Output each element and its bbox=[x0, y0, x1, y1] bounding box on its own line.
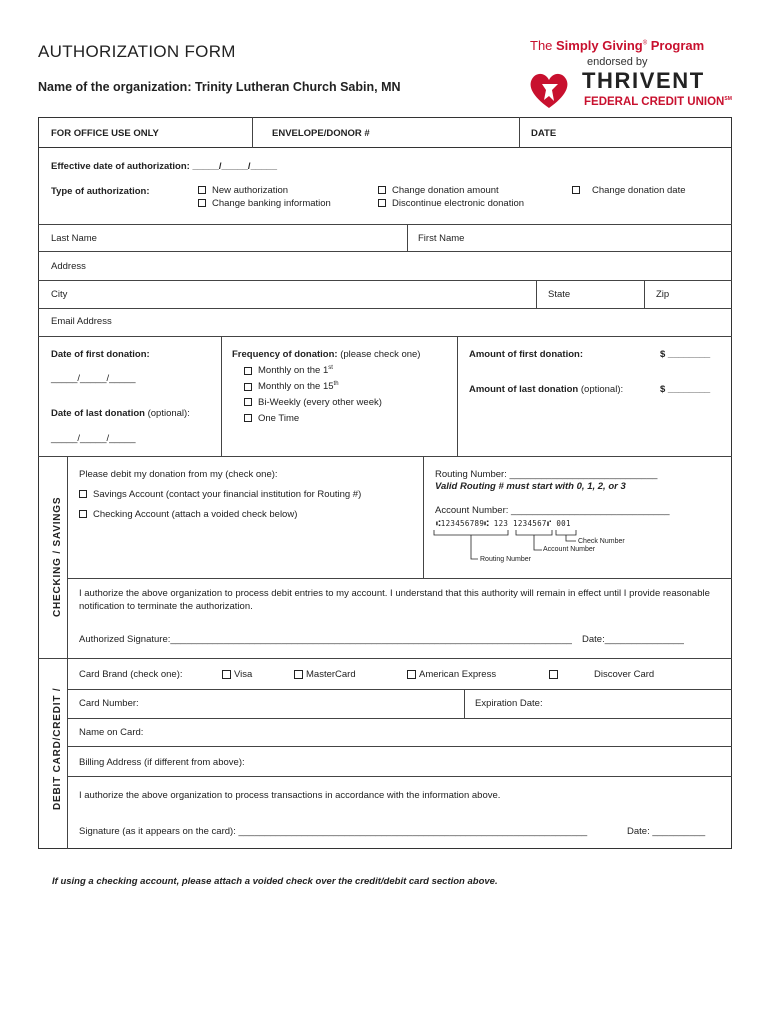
logo-registered: ® bbox=[642, 40, 648, 47]
address-field[interactable]: Address bbox=[51, 261, 86, 272]
checkbox[interactable] bbox=[572, 186, 580, 194]
card-brand-mastercard[interactable] bbox=[294, 669, 356, 680]
account-number-field[interactable]: Account Number: ______________________________ bbox=[435, 505, 670, 516]
card-side-label: DEBIT CARD/CREDIT / bbox=[52, 687, 63, 810]
zip-field[interactable]: Zip bbox=[656, 289, 670, 300]
legend-routing-number: Routing Number bbox=[480, 556, 531, 563]
last-donation-date-bold: Date of last donation bbox=[51, 408, 145, 419]
checkbox[interactable] bbox=[244, 398, 252, 406]
freq-label: Monthly on the 15 bbox=[258, 381, 334, 393]
checkbox[interactable] bbox=[198, 199, 206, 207]
checkbox[interactable] bbox=[198, 186, 206, 194]
first-donation-date-label: Date of first donation: bbox=[51, 349, 150, 360]
name-on-card-field[interactable]: Name on Card: bbox=[79, 727, 144, 738]
frequency-label bbox=[232, 349, 420, 360]
form-title: AUTHORIZATION FORM bbox=[38, 42, 236, 61]
first-donation-date-input[interactable]: _____/_____/_____ bbox=[51, 373, 136, 384]
checking-savings-side-label: CHECKING / SAVINGS bbox=[52, 496, 63, 617]
freq-label: One Time bbox=[258, 413, 300, 424]
frequency-bold: Frequency of donation: bbox=[232, 349, 338, 360]
optional-text: (optional): bbox=[144, 408, 190, 419]
debit-prompt: Please debit my donation from my (check one): bbox=[79, 469, 278, 480]
logo-fcu-tm: SM bbox=[724, 96, 732, 103]
option-label: Change donation date bbox=[592, 185, 686, 196]
card-brand-discover[interactable] bbox=[549, 669, 654, 680]
auth-type-label: Type of authorization: bbox=[51, 186, 150, 197]
checkbox[interactable] bbox=[378, 199, 386, 207]
card-brand-visa[interactable] bbox=[222, 669, 252, 680]
checkbox[interactable] bbox=[79, 490, 87, 498]
checkbox[interactable] bbox=[222, 670, 231, 679]
thrivent-heart-icon bbox=[528, 70, 570, 110]
option-label: Change banking information bbox=[212, 198, 331, 209]
amount-first-label: Amount of first donation: bbox=[469, 349, 583, 360]
logo-fcu bbox=[584, 96, 732, 108]
freq-biweekly[interactable] bbox=[244, 397, 382, 408]
first-name-field[interactable]: First Name bbox=[418, 233, 465, 244]
state-field[interactable]: State bbox=[548, 289, 571, 300]
logo-fcu-text: FEDERAL CREDIT UNION bbox=[584, 96, 725, 108]
form-box bbox=[38, 117, 732, 849]
checking-label: Checking Account (attach a voided check below) bbox=[93, 509, 298, 520]
amount-last-input[interactable]: $ ________ bbox=[660, 384, 711, 395]
opt-change-amount[interactable] bbox=[378, 185, 499, 196]
checkbox[interactable] bbox=[79, 510, 87, 518]
billing-address-field[interactable]: Billing Address (if different from above): bbox=[79, 757, 245, 768]
checkbox[interactable] bbox=[294, 670, 303, 679]
checkbox[interactable] bbox=[244, 414, 252, 422]
brand-label: Discover Card bbox=[594, 669, 655, 680]
amount-first-input[interactable]: $ ________ bbox=[660, 349, 711, 360]
card-brand-label: Card Brand (check one): bbox=[79, 669, 183, 680]
opt-change-date[interactable] bbox=[572, 185, 686, 196]
freq-label: Bi-Weekly (every other week) bbox=[258, 397, 382, 408]
card-authorization-text: I authorize the above organization to process transactions in accordance with the information above. bbox=[79, 790, 501, 801]
routing-note: Valid Routing # must start with 0, 1, 2, or 3 bbox=[435, 481, 626, 492]
freq-label: Monthly on the 1 bbox=[258, 365, 329, 377]
freq-sup: th bbox=[333, 381, 339, 387]
authorized-signature-field[interactable]: Authorized Signature:____________________________________________________________________________ bbox=[79, 634, 572, 645]
freq-sup: st bbox=[328, 365, 333, 371]
amount-last-label bbox=[469, 384, 623, 395]
office-use-label: FOR OFFICE USE ONLY bbox=[51, 128, 159, 139]
card-signature-field[interactable]: Signature (as it appears on the card): __________________________________________________________________ bbox=[79, 826, 588, 837]
savings-label: Savings Account (contact your financial institution for Routing #) bbox=[93, 489, 362, 500]
simply-giving-logo bbox=[520, 36, 735, 114]
expiration-date-field[interactable]: Expiration Date: bbox=[475, 698, 543, 709]
legend-check-number: Check Number bbox=[578, 538, 625, 545]
freq-monthly-1st[interactable] bbox=[244, 365, 333, 376]
frequency-hint: (please check one) bbox=[337, 349, 421, 360]
logo-thrivent: THRIVENT bbox=[582, 68, 705, 93]
logo-program: Program bbox=[647, 38, 705, 53]
opt-savings-account[interactable] bbox=[79, 489, 361, 500]
checkbox[interactable] bbox=[244, 383, 252, 391]
logo-the: The bbox=[530, 38, 557, 53]
logo-endorsed: endorsed by bbox=[587, 56, 648, 68]
brand-label: American Express bbox=[419, 669, 497, 680]
brand-label: Visa bbox=[234, 669, 253, 680]
micr-line: ⑆123456789⑆ 123 1234567⑈ 001 bbox=[436, 519, 571, 528]
opt-change-banking[interactable] bbox=[198, 198, 331, 209]
opt-checking-account[interactable] bbox=[79, 509, 297, 520]
freq-one-time[interactable] bbox=[244, 413, 299, 424]
organization-name: Name of the organization: Trinity Lutheran Church Sabin, MN bbox=[38, 80, 401, 94]
effective-date[interactable]: Effective date of authorization: _____/_____/_____ bbox=[51, 161, 277, 172]
debit-authorization-text: I authorize the above organization to process debit entries to my account. I understand that this authority will remain in effect until I provide reasonable notification to terminate the authorization. bbox=[79, 588, 710, 612]
last-donation-date-input[interactable]: _____/_____/_____ bbox=[51, 433, 136, 444]
city-field[interactable]: City bbox=[51, 289, 68, 300]
email-field[interactable]: Email Address bbox=[51, 316, 112, 327]
checkbox[interactable] bbox=[378, 186, 386, 194]
optional-text: (optional): bbox=[578, 384, 624, 395]
logo-brand: Simply Giving bbox=[556, 38, 643, 53]
brand-label: MasterCard bbox=[306, 669, 356, 680]
freq-monthly-15th[interactable] bbox=[244, 381, 339, 392]
card-brand-amex[interactable] bbox=[407, 669, 496, 680]
opt-discontinue[interactable] bbox=[378, 198, 524, 209]
checkbox[interactable] bbox=[549, 670, 558, 679]
card-number-field[interactable]: Card Number: bbox=[79, 698, 139, 709]
option-label: New authorization bbox=[212, 185, 289, 196]
option-label: Discontinue electronic donation bbox=[392, 198, 525, 209]
routing-number-field[interactable]: Routing Number: ____________________________ bbox=[435, 469, 658, 480]
checkbox[interactable] bbox=[244, 367, 252, 375]
legend-account-number: Account Number bbox=[543, 546, 596, 553]
footer-note: If using a checking account, please attach a voided check over the credit/debit card section above. bbox=[52, 876, 498, 887]
checkbox[interactable] bbox=[407, 670, 416, 679]
debit-date-field[interactable]: Date:_______________ bbox=[582, 634, 684, 645]
opt-new-authorization[interactable] bbox=[198, 185, 288, 196]
office-date-label: DATE bbox=[531, 128, 557, 139]
last-donation-date-label bbox=[51, 408, 190, 419]
last-name-field[interactable]: Last Name bbox=[51, 233, 97, 244]
card-date-field[interactable]: Date: __________ bbox=[627, 826, 706, 837]
amount-last-bold: Amount of last donation bbox=[469, 384, 579, 395]
option-label: Change donation amount bbox=[392, 185, 499, 196]
envelope-donor-label: ENVELOPE/DONOR # bbox=[272, 128, 370, 139]
